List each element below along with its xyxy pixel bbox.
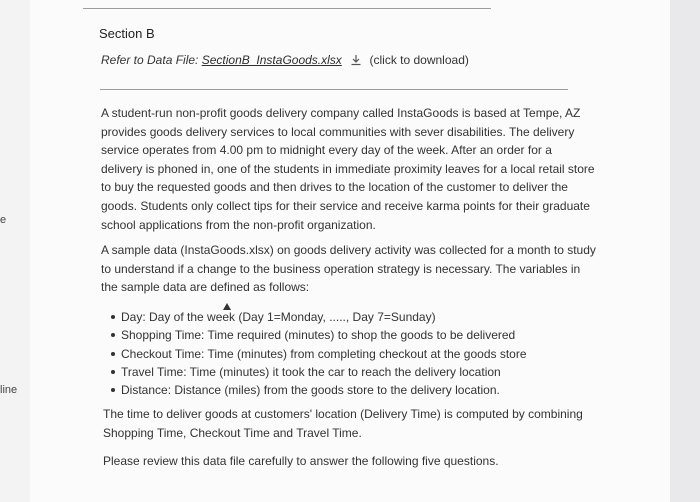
list-item: Checkout Time: Time (minutes) from completing checkout at the goods store <box>108 345 527 363</box>
list-item: Travel Time: Time (minutes) it took the car to reach the delivery location <box>108 363 527 381</box>
divider <box>83 8 491 9</box>
left-sidebar-strip <box>0 0 30 502</box>
download-icon[interactable] <box>350 54 362 66</box>
data-file-link[interactable]: SectionB_InstaGoods.xlsx <box>201 53 342 67</box>
list-item: Day: Day of the week (Day 1=Monday, ....., Day 7=Sunday) <box>108 308 527 326</box>
divider <box>100 89 568 90</box>
closing-paragraph: Please review this data file carefully to answer the following five questions. <box>103 454 499 468</box>
sample-paragraph: A sample data (InstaGoods.xlsx) on goods delivery activity was collected for a month to study to understand if a change to the business operation strategy is necessary. The variables in the sample data are defined as follows: <box>101 243 596 295</box>
delivery-time-paragraph: The time to deliver goods at customers' location (Delivery Time) is computed by combining Shopping Time, Checkout Time and Travel Time. <box>103 407 583 440</box>
data-file-reference <box>101 53 469 67</box>
download-hint: (click to download) <box>369 53 469 67</box>
variable-list <box>108 308 527 399</box>
sidebar-fragment: line <box>0 384 18 396</box>
intro-paragraph: A student-run non-profit goods delivery company called InstaGoods is based at Tempe, AZ provides goods delivery services to local communities with sever disabilities. The delivery service operates from 4.00 pm to midnight every day of the week. After an order for a delivery is phoned in, one of the students in immediate proximity leaves for a local retail store to buy the requested goods and then drives to the location of the customer to deliver the goods. Students only collect tips for their service and receive karma points for their graduate school applications from the non-profit organization. <box>101 106 595 232</box>
sidebar-fragment: e <box>0 214 7 226</box>
refer-label: Refer to Data File: <box>101 53 199 67</box>
section-title: Section B <box>99 26 155 41</box>
mouse-cursor-icon <box>223 303 231 310</box>
list-item: Distance: Distance (miles) from the goods store to the delivery location. <box>108 381 527 399</box>
list-item: Shopping Time: Time required (minutes) to shop the goods to be delivered <box>108 326 527 344</box>
